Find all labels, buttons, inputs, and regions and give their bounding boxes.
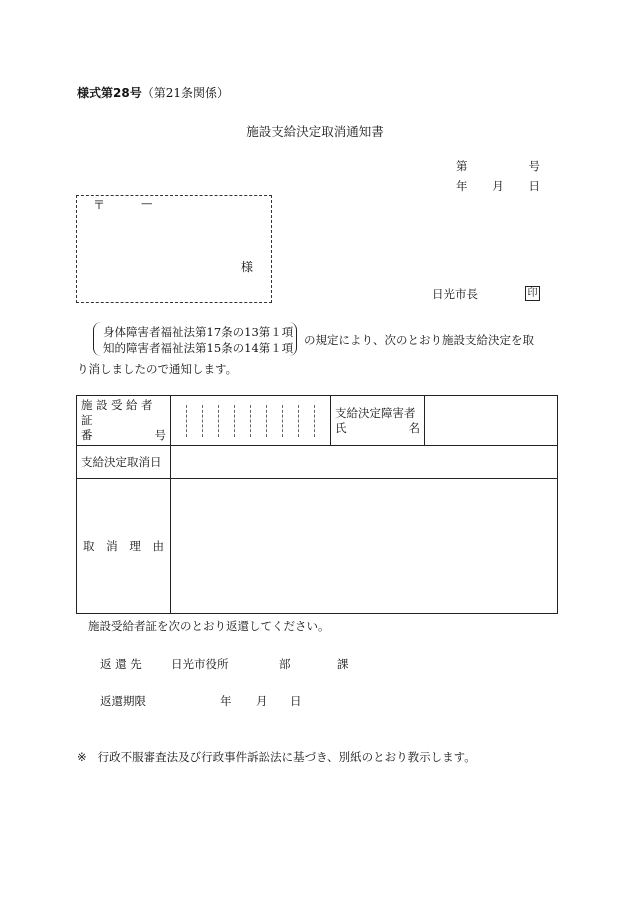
deadline-month: 月 (256, 694, 268, 708)
deadline-year: 年 (220, 694, 232, 708)
destination-label: 返 還 先 (100, 657, 142, 671)
note-mark: ※ (77, 750, 87, 764)
number-prefix: 第 (456, 159, 468, 173)
name-label-line1: 支給決定障害者 (335, 405, 416, 420)
note-text: 行政不服審査法及び行政事件訴訟法に基づき、別紙のとおり教示します。 (97, 750, 476, 764)
table-row (77, 446, 558, 479)
cert-label-ban: 番 (81, 428, 93, 442)
destination-section: 課 (337, 657, 349, 671)
cert-label-go: 号 (154, 428, 166, 442)
cert-label-line1: 施設受給者証 (81, 398, 156, 427)
deadline-day: 日 (290, 694, 302, 708)
recipient-name-field[interactable] (425, 396, 558, 446)
return-instruction: 施設受給者証を次のとおり返還してください。 (88, 619, 330, 633)
footer-note (77, 749, 476, 765)
date-day: 日 (528, 179, 540, 193)
reason-field[interactable] (171, 479, 558, 614)
form-number: 様式第28号 (77, 86, 142, 100)
cert-number-label-cell (77, 396, 171, 446)
reason-char: 理 (129, 539, 141, 553)
cancel-date-field[interactable] (171, 446, 558, 479)
cancel-date-label-cell (77, 446, 171, 479)
reason-label-cell (77, 479, 171, 614)
document-number (456, 158, 540, 174)
address-box (76, 195, 272, 303)
law-option-intellectual: 知的障害者福祉法第15条の14第１項 (103, 341, 294, 355)
seal-box: 印 (525, 286, 540, 301)
document-date (456, 178, 540, 194)
cancellation-table (76, 395, 558, 614)
body-text-line-1: の規定により、次のとおり施設支給決定を取 (304, 333, 534, 347)
destination-department: 部 (279, 657, 291, 671)
date-year: 年 (456, 179, 468, 193)
cert-number-field[interactable] (171, 396, 331, 446)
form-number-line (77, 84, 229, 101)
form-relation: （第21条関係） (141, 86, 229, 100)
reason-char: 消 (106, 539, 118, 553)
body-text-line-2: り消しましたので通知します。 (77, 362, 238, 376)
table-row (77, 396, 558, 446)
recipient-honorific: 様 (241, 260, 254, 274)
law-option-physical: 身体障害者福祉法第17条の13第１項 (103, 325, 294, 339)
name-label-mei: 名 (408, 420, 420, 435)
document-title: 施設支給決定取消通知書 (246, 124, 384, 139)
destination-office: 日光市役所 (171, 657, 229, 671)
reason-char: 由 (152, 539, 164, 553)
postal-dash: — (141, 196, 153, 210)
name-label-shi: 氏 (335, 420, 347, 435)
cancel-date-label: 支給決定取消日 (81, 455, 162, 469)
number-suffix: 号 (528, 159, 540, 173)
postal-mark: 〒 (93, 198, 106, 212)
recipient-name-label-cell (331, 396, 425, 446)
date-month: 月 (492, 179, 504, 193)
reason-char: 取 (83, 539, 95, 553)
cert-digit-boxes (171, 405, 330, 437)
sender-name: 日光市長 (432, 287, 478, 301)
reason-label (77, 479, 170, 613)
deadline-label: 返還期限 (100, 694, 146, 708)
table-row (77, 479, 558, 614)
